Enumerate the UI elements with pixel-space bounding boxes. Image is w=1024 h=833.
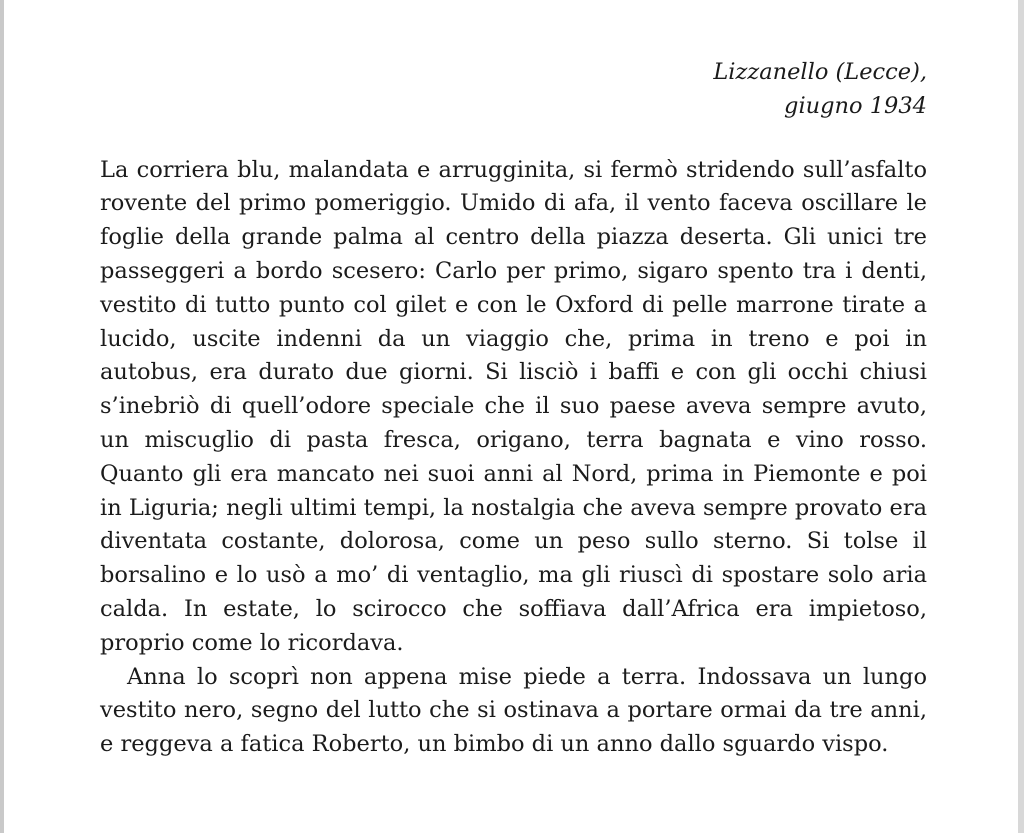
paragraph-2: Anna lo scoprì non appena mise piede a terra. Indossava un lungo vestito nero, segno del lutto che si ostinava a portare ormai da tre anni, e reggeva a fatica Roberto, un bimbo di un anno dallo sguardo vispo. [100, 663, 927, 758]
body-text [100, 154, 927, 762]
paragraph-1: La corriera blu, malandata e arrugginita, si fermò stridendo sull’asfalto rovente del primo pomeriggio. Umido di afa, il vento faceva oscillare le foglie della grande palma al centro della piazza deserta. Gli unici tre passeggeri a bordo scesero: Carlo per primo, sigaro spento tra i denti, vestito di tutto punto col gilet e con le Oxford di pelle marrone tirate a lucido, uscite indenni da un viaggio che, prima in treno e poi in autobus, era durato due giorni. Si lisciò i baffi e con gli occhi chiusi s’inebriò di quell’odore speciale che il suo paese aveva sempre avuto, un miscuglio di pasta fresca, origano, terra bagnata e vino rosso. Quanto gli era mancato nei suoi anni al Nord, prima in Piemonte e poi in Liguria; negli ultimi tempi, la nostalgia che aveva sempre provato era diventata costante, dolorosa, come un peso sullo sterno. Si tolse il borsalino e lo usò a mo’ di ventaglio, ma gli riuscì di spostare solo aria calda. In estate, lo scirocco che soffiava dall’Africa era impietoso, proprio come lo ricordava. [100, 156, 927, 656]
book-page [4, 0, 1018, 833]
place-date-heading [100, 56, 927, 124]
window-edge [1018, 0, 1024, 833]
date-line: giugno 1934 [784, 92, 927, 119]
page-text [100, 56, 927, 762]
place-line: Lizzanello (Lecce), [713, 59, 927, 85]
